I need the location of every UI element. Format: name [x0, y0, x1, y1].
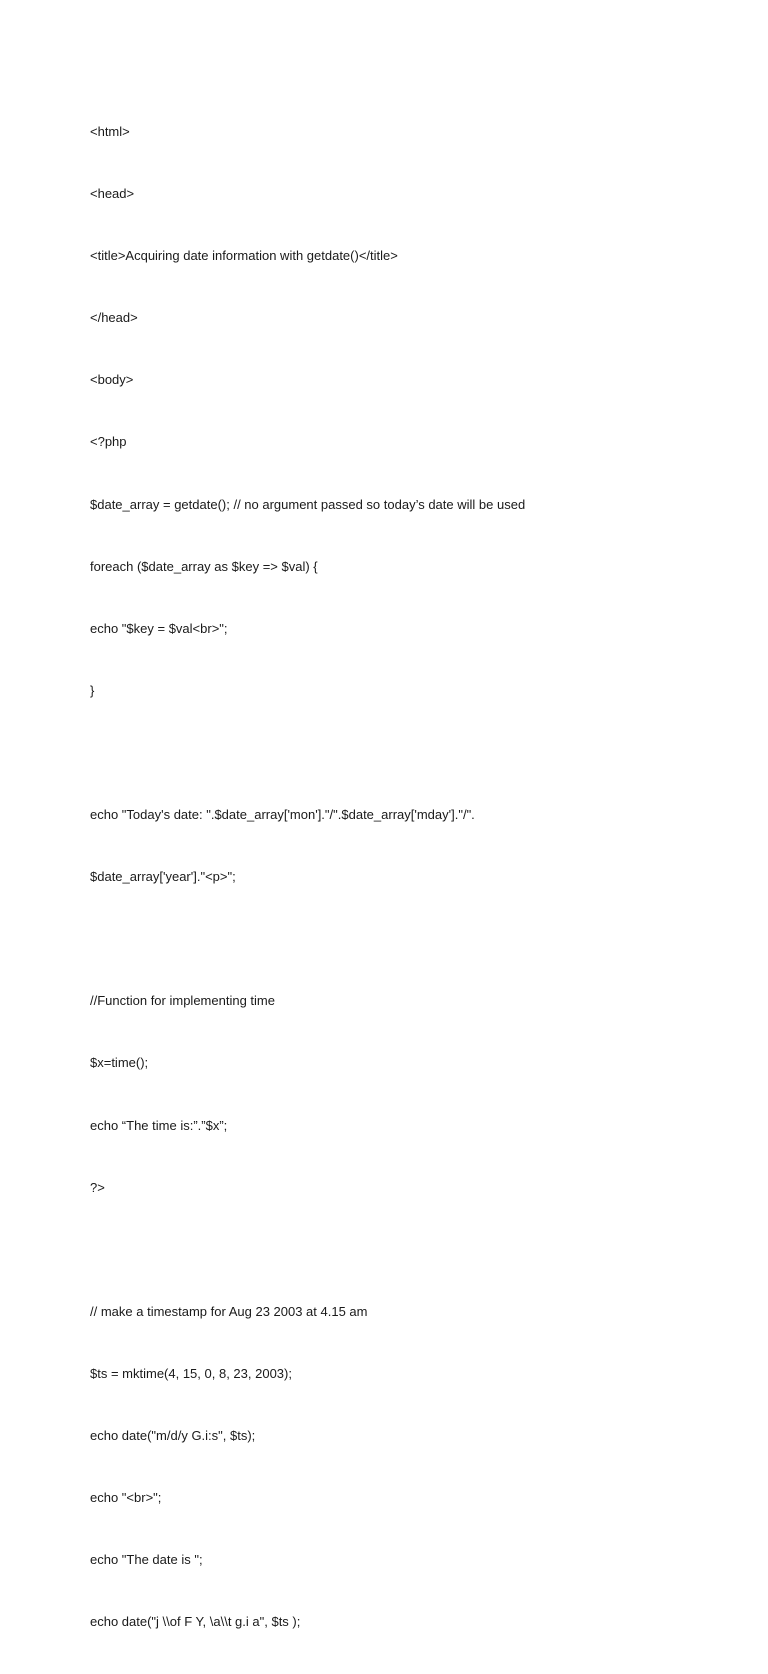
- code-listing: [90, 92, 525, 1674]
- blank-line: [90, 929, 525, 961]
- code-line: echo “The time is:”.”$x”;: [90, 1117, 228, 1133]
- code-line: foreach ($date_array as $key => $val) {: [90, 558, 318, 574]
- code-line: <html>: [90, 124, 130, 139]
- code-line: echo date("j \\of F Y, \a\\t g.i a", $ts );: [90, 1614, 301, 1630]
- code-line: <title>Acquiring date information with getdate()</title>: [90, 248, 398, 264]
- code-line: echo "Today's date: ".$date_array['mon']."/".$date_array['mday']."/".: [90, 807, 475, 823]
- code-line: </head>: [90, 310, 138, 326]
- code-line: echo "$key = $val<br>";: [90, 620, 228, 636]
- code-line: echo date("m/d/y G.i:s", $ts);: [90, 1427, 256, 1443]
- code-line: ?>: [90, 1179, 105, 1195]
- code-line: }: [90, 682, 95, 698]
- code-line: <head>: [90, 186, 135, 202]
- code-line: echo "<br>";: [90, 1490, 162, 1506]
- comment-line: //Function for implementing time: [90, 993, 275, 1009]
- comment-line: // make a timestamp for Aug 23 2003 at 4.15 am: [90, 1303, 368, 1319]
- code-line: $ts = mktime(4, 15, 0, 8, 23, 2003);: [90, 1365, 292, 1381]
- code-line: $date_array = getdate(); // no argument passed so today’s date will be used: [90, 496, 526, 512]
- code-line: $date_array['year']."<p>";: [90, 869, 236, 885]
- code-line: $x=time();: [90, 1055, 149, 1071]
- blank-line: [90, 743, 525, 775]
- code-line: <?php: [90, 434, 127, 450]
- code-line: <body>: [90, 372, 134, 388]
- code-line: echo "The date is ";: [90, 1552, 203, 1568]
- blank-line: [90, 1240, 525, 1272]
